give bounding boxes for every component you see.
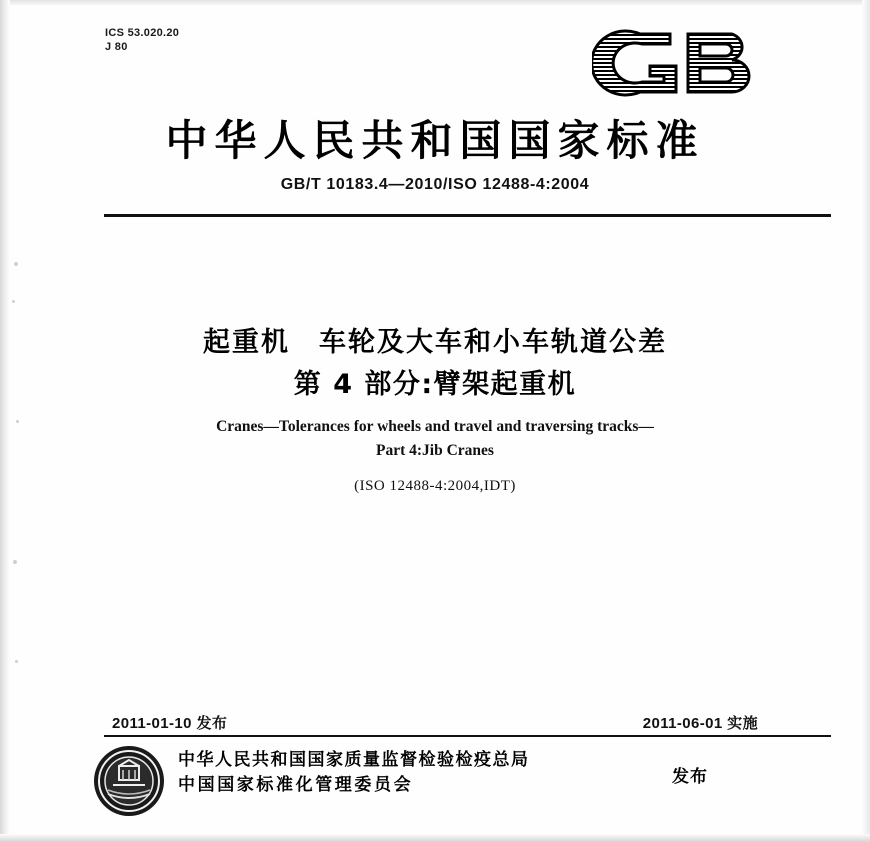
iso-reference: (ISO 12488-4:2004,IDT) bbox=[354, 478, 516, 494]
scan-speck bbox=[12, 300, 15, 303]
issuer-block bbox=[178, 748, 530, 798]
divider-top bbox=[104, 214, 831, 217]
scan-speck bbox=[13, 560, 17, 564]
page-title: 中华人民共和国国家标准 bbox=[165, 116, 705, 165]
scan-edge-top bbox=[0, 0, 870, 6]
english-title bbox=[0, 415, 870, 463]
scan-edge-bottom bbox=[0, 834, 870, 842]
chinese-title bbox=[0, 322, 870, 406]
issue-date: 2011-01-10 发布 bbox=[112, 715, 228, 732]
issuer-line2: 中国国家标准化管理委员会 bbox=[178, 775, 414, 795]
scan-speck bbox=[15, 660, 18, 663]
ics-code: ICS 53.020.20 bbox=[105, 27, 180, 39]
publish-label: 发布 bbox=[672, 767, 708, 787]
national-emblem-icon bbox=[92, 744, 166, 818]
divider-bottom bbox=[104, 735, 831, 737]
chinese-title-line2: 第 4 部分:臂架起重机 bbox=[293, 369, 577, 400]
gb-logo bbox=[592, 26, 778, 100]
issuer-line1: 中华人民共和国国家质量监督检验检疫总局 bbox=[178, 750, 530, 770]
ccs-code: J 80 bbox=[105, 41, 128, 53]
ics-classification-block bbox=[105, 26, 179, 54]
english-title-line2: Part 4:Jib Cranes bbox=[376, 442, 494, 459]
effective-date: 2011-06-01 实施 bbox=[642, 715, 758, 732]
chinese-title-line1: 起重机 车轮及大车和小车轨道公差 bbox=[203, 327, 667, 358]
english-title-line1: Cranes—Tolerances for wheels and travel and traversing tracks— bbox=[216, 418, 654, 435]
scan-speck bbox=[14, 262, 18, 266]
standard-number: GB/T 10183.4—2010/ISO 12488-4:2004 bbox=[280, 176, 590, 193]
